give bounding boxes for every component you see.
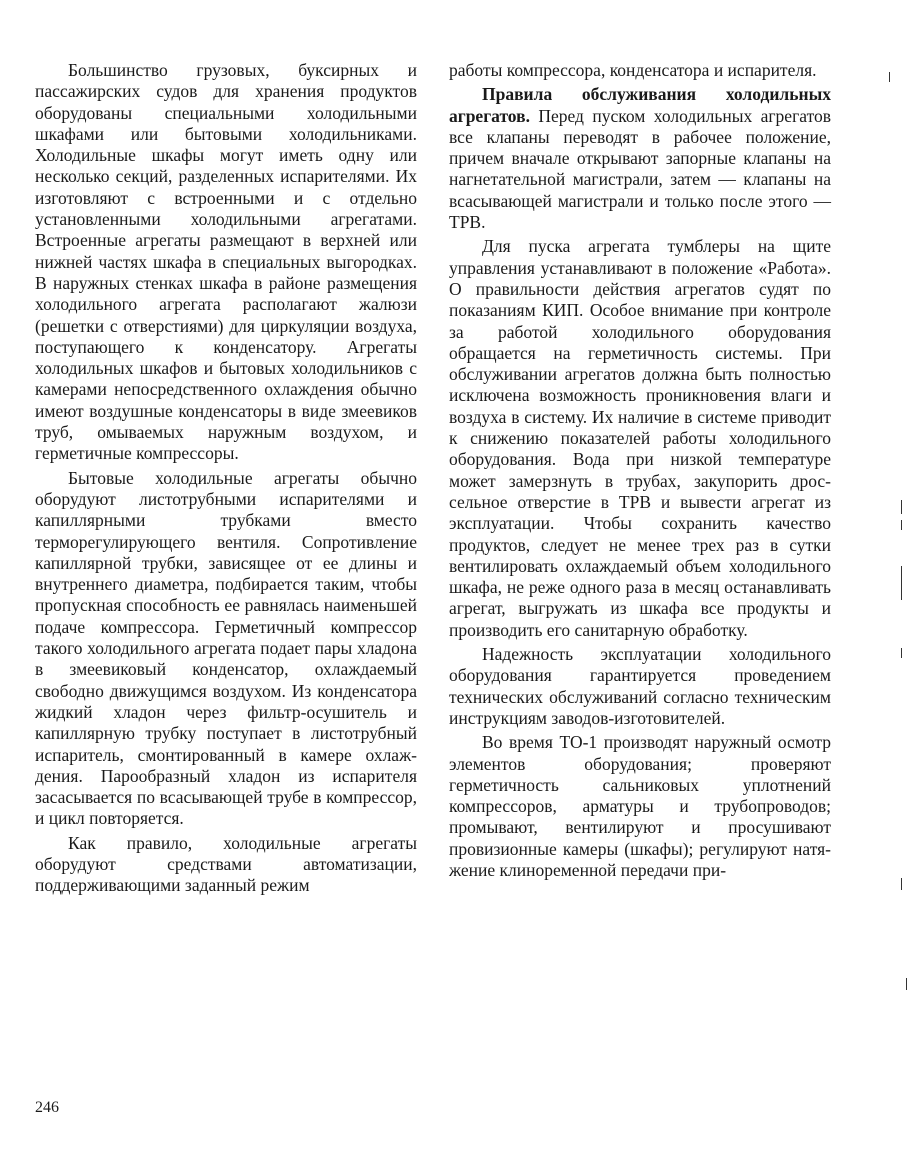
page-number: 246	[35, 1099, 59, 1116]
paragraph-text: Перед пуском холодильных агрегатов все клапаны переводят в рабочее положение, причем вначале открывают запорные клапаны на нагнетательной магистрали, затем — клапаны на всасывающей магистрали и только после этого — ТРВ.	[449, 105, 831, 233]
scan-mark	[889, 72, 890, 82]
scan-mark	[906, 978, 907, 990]
paragraph: Для пуска агрегата тумблеры на щите управления устанавливают в положение «Работа». О правильности действия агрегатов судят по показаниям КИП. Особое внимание при контроле за работой холодильного оборудования обращается на герметичность системы. При обслуживании агрегатов должна быть полностью исключена возможность проникновения влаги и воздуха в систему. Их наличие в системе приводит к снижению показателей работы холодильного оборудования. Вода при низкой температуре может замерзнуть в трубах, закупорить дроссельное отверстие в ТРВ и вывести агрегат из эксплуатации. Чтобы сохранить качество продуктов, следует не менее трех раз в сутки вентилировать охлаждаемый объем холодильного шкафа, не реже одного раза в месяц останавливать агрегат, выгружать из шкафа все продукты и производить его санитарную обработку.	[449, 236, 831, 640]
right-column	[449, 60, 831, 884]
paragraph: работы компрессора, конденсатора и испарителя.	[449, 60, 817, 80]
paragraph: Большинство грузовых, буксирных и пассажирских судов для хранения продуктов оборудованы специальными холодильными шкафами или бытовыми холодильниками. Холодильные шкафы могут иметь одну или несколько секций, разделенных испарителями. Их изготовляют с встроенными и с отдельно установленными холодильными агрегатами. Встроенные агрегаты размещают в верхней или нижней частях шкафа в специальных выгородках. В наружных стенках шкафа в районе размещения холодильного агрегата располагают жалюзи (решетки с отверстиями) для циркуляции воздуха, поступающего к конденсатору. Агрегаты холодильных шкафов и бытовых холодильников с камерами непосредственного охлаждения обычно имеют воздушные конденсаторы в виде змеевиков труб, омываемых наружным воздухом, и герметичные компрессоры.	[35, 60, 417, 464]
scan-mark	[901, 648, 902, 658]
paragraph: Во время ТО-1 производят наружный осмотр элементов оборудования; проверяют герметичность сальниковых уплотнений компрессоров, арматуры и трубопроводов; промывают, вентилируют и просушивают провизионные камеры (шкафы); регулируют натяжение клиноременной передачи при-	[449, 732, 831, 880]
paragraph: Как правило, холодильные агрегаты оборудуют средствами автоматизации, поддерживающими заданный режим	[35, 832, 417, 896]
scan-mark	[901, 566, 902, 600]
left-column	[35, 60, 417, 900]
paragraph: Бытовые холодильные агрегаты обычно оборудуют листотрубными испарителями и капиллярными трубками вместо терморегулирующего вентиля. Сопротивление капиллярной трубки, зависящее от ее длины и внутреннего диаметра, подбирается таким, чтобы пропускная способность ее равнялась наименьшей подаче компрессора. Герметичный компрессор такого холодильного агрегата подает пары хладона в змеевиковый конденсатор, охлаждаемый свободно движущимся воздухом. Из конденсатора жидкий хладон через фильтр-осушитель и капиллярную трубку поступает в листотрубный испаритель, смонтированный в камере охлаждения. Парообразный хладон из испарителя засасывается по всасывающей трубе в компрессор, и цикл повторяется.	[35, 467, 417, 829]
paragraph: Надежность эксплуатации холодильного оборудования гарантируется проведением технических обслуживаний согласно техническим инструкциям заводов-изготовителей.	[449, 644, 831, 728]
scan-mark	[901, 520, 902, 530]
scan-mark	[901, 500, 902, 514]
section-heading: Правила обслуживания холодильных агрегатов.	[449, 84, 831, 126]
paragraph	[449, 84, 831, 233]
scan-mark	[901, 878, 902, 890]
